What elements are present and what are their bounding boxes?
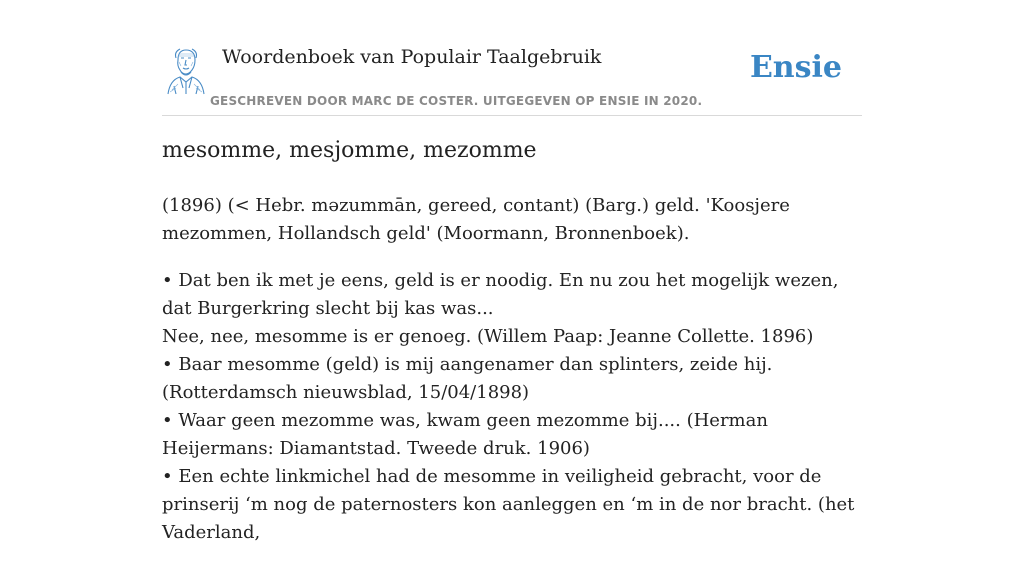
author-portrait-icon[interactable]: [164, 46, 208, 96]
citation-line: • Dat ben ik met je eens, geld is er noodig. En nu zou het mogelijk wezen, dat Burgerkring slecht bij kas was...: [162, 270, 839, 319]
citation-line: Nee, nee, mesomme is er genoeg. (Willem Paap: Jeanne Collette. 1896): [162, 326, 814, 347]
citation-line: • Baar mesomme (geld) is mij aangenamer dan splinters, zeide hij. (Rotterdamsch nieuwsblad, 15/04/1898): [162, 354, 773, 403]
entry-title: mesomme, mesjomme, mezomme: [162, 138, 537, 163]
book-title[interactable]: Woordenboek van Populair Taalgebruik: [222, 46, 602, 68]
entry-definition: (1896) (< Hebr. məzummān, gereed, contant) (Barg.) geld. 'Koosjere mezommen, Hollandsch geld' (Moormann, Bronnenboek).: [162, 195, 790, 244]
header: [162, 40, 862, 116]
entry-body: [162, 192, 862, 566]
citation-line: • Waar geen mezomme was, kwam geen mezomme bij.... (Herman Heijermans: Diamantstad. Tweede druk. 1906): [162, 410, 768, 459]
entry-citations: [162, 267, 862, 547]
citation-line: • Een echte linkmichel had de mesomme in veiligheid gebracht, voor de prinserij ‘m nog de paternosters kon aanleggen en ‘m in de nor bracht. (het Vaderland,: [162, 466, 855, 543]
author-byline: GESCHREVEN DOOR MARC DE COSTER. UITGEGEVEN OP ENSIE IN 2020.: [210, 94, 703, 108]
brand-logo[interactable]: Ensie: [749, 50, 842, 85]
